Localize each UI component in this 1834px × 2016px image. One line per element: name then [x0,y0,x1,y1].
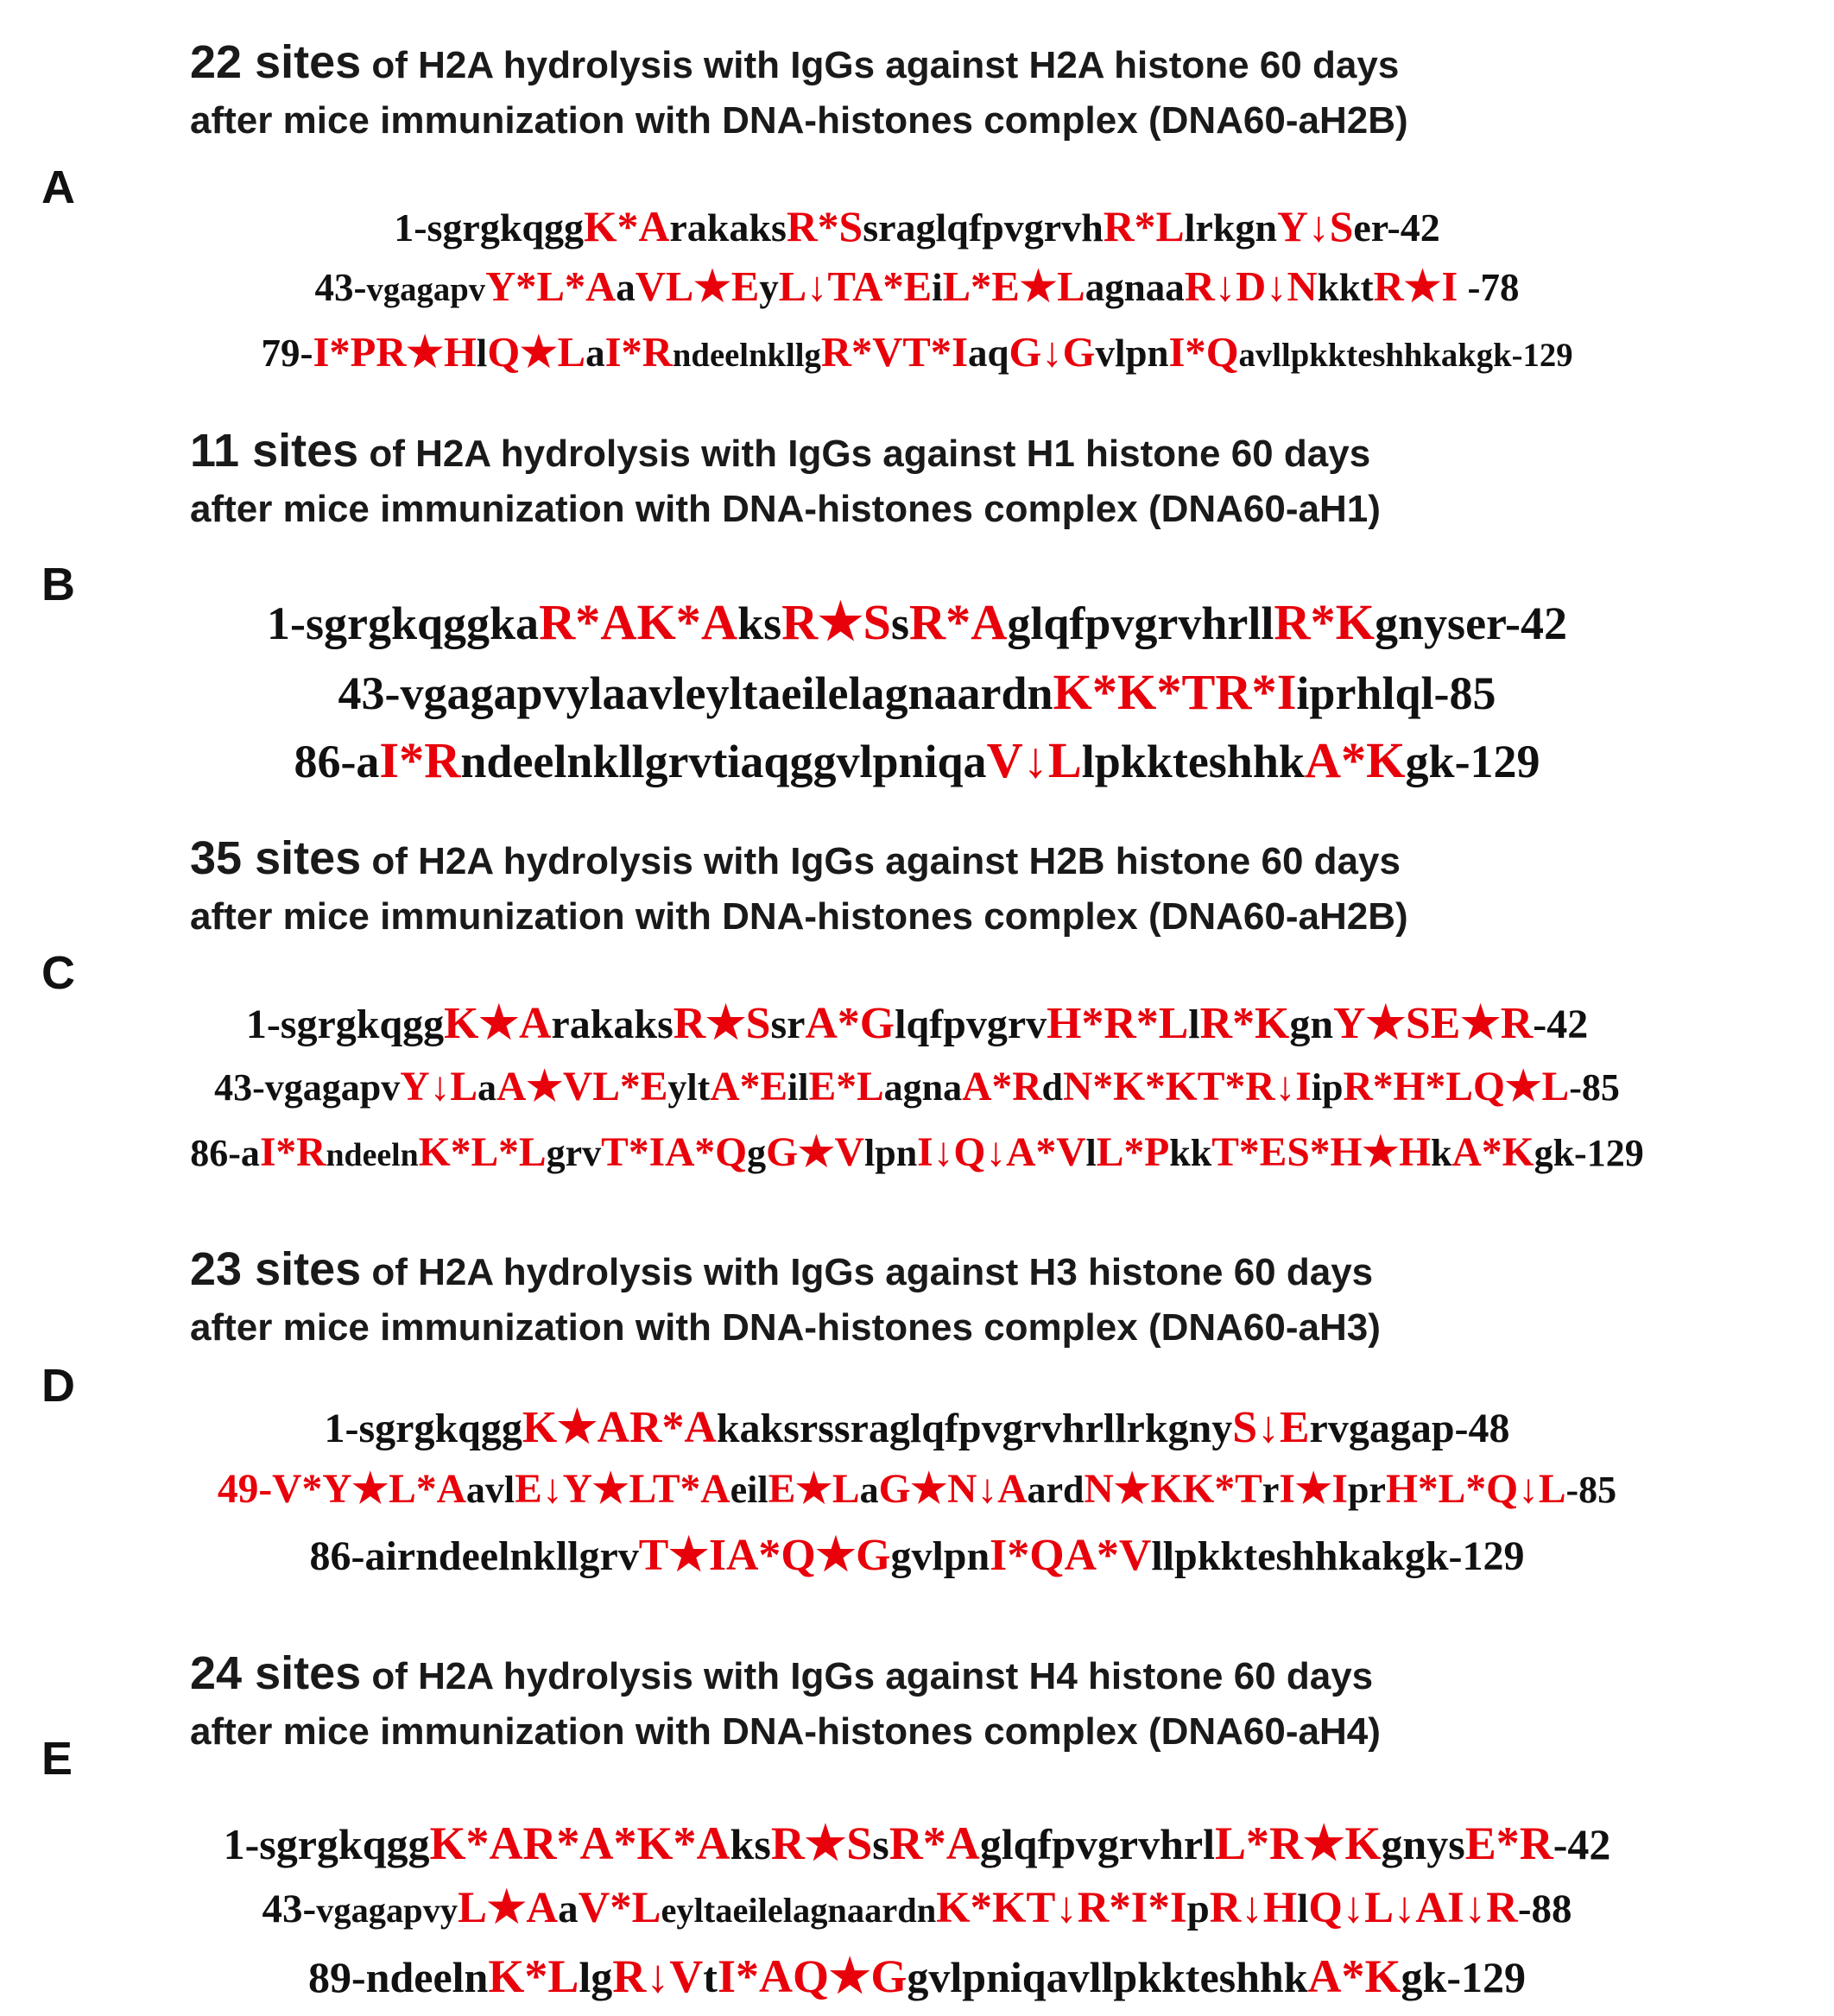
cleavage-site-segment: I★I [1279,1467,1348,1512]
cleavage-site-segment: VL★E [635,263,760,310]
cleavage-site-segment: I*R [379,732,461,788]
cleavage-site-segment: Y*L*A [485,263,617,310]
residue-segment: r [1262,1469,1280,1511]
residue-segment: kaksrssraglqfpvgrvhrllrkgny [716,1406,1233,1451]
panel-c-site-count: 35 sites [190,832,362,884]
cleavage-site-segment: K★AR*A [522,1403,717,1452]
cleavage-site-segment: K*K*TR*I [1053,664,1297,720]
cleavage-site-segment: H*L*Q↓L [1385,1467,1566,1512]
residue-segment: l [476,332,488,375]
cleavage-site-segment: A*K [1307,1950,1401,2002]
residue-segment: vlpn [1095,332,1169,375]
residue-segment: agnaa [1085,266,1185,309]
residue-segment: ks [730,1820,771,1868]
cleavage-site-segment: Y↓S [1277,203,1354,250]
cleavage-site-segment: Y★SE★R [1333,999,1534,1048]
cleavage-site-segment: N★KK*T [1084,1467,1262,1512]
cleavage-site-segment: R*A [908,594,1008,650]
cleavage-site-segment: Y↓L [400,1065,478,1109]
residue-segment: p [1186,1886,1210,1931]
cleavage-site-segment: R★S [673,999,771,1048]
residue-segment-small: eyltaeilelagnaardn [661,1891,937,1930]
cleavage-site-segment: I*R [259,1130,326,1175]
cleavage-site-segment: K*L [488,1950,579,2002]
residue-segment: gk-129 [1534,1132,1644,1174]
cleavage-site-segment: R★S [781,594,891,650]
cleavage-site-segment: I*AQ★G [717,1950,908,2002]
residue-segment: iprhlql-85 [1296,667,1496,719]
residue-segment: 86-a [190,1132,260,1174]
cleavage-site-segment: N*K*KT*R↓I [1063,1065,1312,1109]
residue-segment: -42 [1533,1002,1589,1047]
panel-e-label: E [41,1733,73,1785]
residue-segment-small: ndeeln [326,1137,419,1173]
panel-e-heading [190,1646,1813,1760]
residue-segment: il [787,1066,809,1109]
cleavage-site-segment: G★N↓A [878,1467,1028,1512]
cleavage-site-segment: R*S [786,203,863,250]
panel-c-seq-line-2 [0,1067,1834,1109]
residue-segment: s [872,1820,889,1868]
panel-d-heading [190,1242,1813,1356]
residue-segment-small: avllpkkteshhkakgk-129 [1238,338,1573,374]
panel-d-label: D [41,1360,75,1412]
residue-segment: s [890,597,909,649]
panel-b-heading [190,423,1813,537]
cleavage-site-segment: L*R★K [1214,1817,1382,1869]
residue-segment: pr [1347,1469,1386,1511]
residue-segment: 1-sgrgkqgg [394,205,584,250]
cleavage-site-segment: R★I [1373,263,1458,310]
residue-segment: l [1188,1002,1200,1047]
residue-segment: l [1085,1132,1097,1174]
cleavage-site-segment: R*K [1199,999,1290,1048]
cleavage-site-segment: R*H*LQ★L [1343,1065,1570,1109]
panel-a-heading [190,35,1813,149]
panel-a-title-line1: of H2A hydrolysis with IgGs against H2A histone 60 days [361,44,1400,86]
residue-segment: rakaks [669,205,787,250]
cleavage-site-segment: A★VL*E [496,1065,668,1109]
residue-segment: gn [1289,1002,1334,1047]
cleavage-site-segment: T*ES*H★H [1211,1130,1432,1175]
residue-segment: sr [770,1002,806,1047]
residue-segment: -85 [1569,1066,1620,1109]
residue-segment: 1-sgrgkqgg [245,1002,445,1047]
panel-c-title-line2: after mice immunization with DNA-histones complex (DNA60-aH2B) [190,895,1408,938]
residue-segment: eil [730,1469,768,1511]
cleavage-site-segment: A*G [805,999,895,1048]
cleavage-site-segment: I↓Q↓A*V [917,1130,1086,1175]
panel-e-seq-line-3 [0,1950,1834,2002]
cleavage-site-segment: T*IA*Q [601,1130,748,1175]
residue-segment: 43- [262,1886,317,1931]
residue-segment: i [932,266,943,309]
panel-e-seq-line-2 [0,1883,1834,1931]
cleavage-site-segment: Q↓L↓AI↓R [1308,1883,1518,1931]
residue-segment: -88 [1517,1886,1572,1931]
residue-segment: glqfpvgrvhrl [979,1820,1215,1868]
residue-segment: 86-airndeelnkllgrv [309,1533,639,1579]
cleavage-site-segment: 49-V*Y★L*A [217,1467,466,1512]
panel-b-title-line1: of H2A hydrolysis with IgGs against H1 histone 60 days [358,433,1371,475]
cleavage-site-segment: I*R [604,329,673,376]
cleavage-site-segment: G↓G [1009,329,1096,376]
cleavage-site-segment: G★V [766,1130,864,1175]
cleavage-site-segment: R★S [770,1817,873,1869]
cleavage-site-segment: I*Q [1168,329,1239,376]
residue-segment-small: vgagapv [366,272,486,308]
cleavage-site-segment: R↓H [1209,1883,1298,1931]
residue-segment: -85 [1565,1469,1617,1511]
residue-segment: 79- [261,332,313,375]
cleavage-site-segment: R↓D↓N [1184,263,1318,310]
panel-a-seq-line-2 [0,263,1834,310]
residue-segment: 43- [314,266,367,309]
panel-a-title-line2: after mice immunization with DNA-histones complex (DNA60-aH2B) [190,99,1408,142]
residue-segment: d [1041,1066,1064,1109]
residue-segment: gvlpn [890,1533,990,1579]
cleavage-site-segment: R*L [1103,203,1185,250]
cleavage-site-segment: S↓E [1232,1403,1310,1452]
residue-segment: 43-vgagapvylaavleyltaeilelagnaardn [338,667,1053,719]
residue-segment: k [1431,1132,1452,1174]
panel-e-title-line1: of H2A hydrolysis with IgGs against H4 histone 60 days [361,1655,1374,1697]
residue-segment: lg [579,1953,613,2001]
residue-segment: a [477,1066,497,1109]
cleavage-site-segment: K*A [584,203,670,250]
residue-segment: glqfpvgrvhrll [1007,597,1274,649]
cleavage-site-segment: E↓Y★LT*A [515,1467,730,1512]
panel-e-title-line2: after mice immunization with DNA-histones complex (DNA60-aH4) [190,1710,1381,1753]
cleavage-site-segment: A*R [962,1065,1042,1109]
panel-c-title-line1: of H2A hydrolysis with IgGs against H2B histone 60 days [361,840,1401,882]
panel-b-site-count: 11 sites [190,425,359,477]
cleavage-site-segment: E*R [1464,1817,1553,1869]
cleavage-site-segment: A*E [710,1065,788,1109]
panel-c-heading [190,831,1813,945]
residue-segment: gk-129 [1401,1953,1526,2001]
residue-segment: aq [968,332,1009,375]
panel-d-site-count: 23 sites [190,1243,362,1295]
panel-b-seq-line-1 [0,594,1834,650]
cleavage-site-segment: L*P [1096,1130,1170,1175]
panel-a-site-count: 22 sites [190,36,362,88]
cleavage-site-segment: V*L [578,1883,661,1931]
residue-segment: ndeelnkllgrvtiaqggvlpniqa [460,736,987,787]
panel-b-seq-line-3 [0,732,1834,788]
residue-segment: lpkkteshhk [1081,736,1305,787]
residue-segment: rakaks [551,1002,674,1047]
residue-segment: lpn [864,1132,918,1174]
panel-b-seq-line-2 [0,664,1834,720]
cleavage-site-segment: L★A [458,1883,559,1931]
residue-segment: er-42 [1353,205,1440,250]
residue-segment: 1-sgrgkqggka [267,597,540,649]
residue-segment: ks [737,597,782,649]
residue-segment: lrkgn [1184,205,1277,250]
cleavage-site-segment: K*L*L [418,1130,547,1175]
cleavage-site-segment: L↓TA*E [778,263,933,310]
panel-b-title-line2: after mice immunization with DNA-histones complex (DNA60-aH1) [190,488,1381,530]
residue-segment: gnys [1381,1820,1465,1868]
residue-segment: agna [883,1066,963,1109]
residue-segment: 89-ndeeln [308,1953,489,2001]
cleavage-site-segment: L*E★L [942,263,1085,310]
cleavage-site-segment: E*L [808,1065,884,1109]
cleavage-site-segment: I*QA*V [990,1531,1152,1580]
panel-d-title-line1: of H2A hydrolysis with IgGs against H3 histone 60 days [361,1251,1374,1293]
residue-segment: a [558,1886,579,1931]
residue-segment: gvlpniqavllpkkteshhk [907,1953,1308,2001]
cleavage-site-segment: V↓L [986,732,1082,788]
panel-d-seq-line-1 [0,1403,1834,1452]
residue-segment: 1-sgrgkqgg [324,1406,522,1451]
residue-segment: ard [1027,1469,1085,1511]
panel-d-seq-line-3 [0,1533,1834,1578]
cleavage-site-segment: K*KT↓R*I*I [936,1883,1187,1931]
residue-segment: g [747,1132,767,1174]
residue-segment: gnyser-42 [1375,597,1567,649]
residue-segment: a [616,266,636,309]
panel-e-seq-line-1 [0,1817,1834,1869]
residue-segment: a [859,1469,879,1511]
residue-segment: sraglqfpvgrvh [863,205,1104,250]
residue-segment: t [703,1953,718,2001]
panel-b-label: B [41,559,75,610]
residue-segment-small: vgagapvy [316,1891,458,1930]
residue-segment: l [1297,1886,1309,1931]
cleavage-site-segment: R*K [1274,594,1376,650]
residue-segment: y [759,266,779,309]
residue-segment: gk-129 [1405,736,1540,787]
panel-a-seq-line-3 [0,329,1834,376]
panel-e-site-count: 24 sites [190,1647,362,1699]
panel-a-seq-line-1 [0,205,1834,249]
cleavage-site-segment: R*AK*A [539,594,738,650]
residue-segment: kkt [1317,266,1374,309]
panel-d-title-line2: after mice immunization with DNA-histones complex (DNA60-aH3) [190,1306,1381,1349]
cleavage-site-segment: E★L [768,1467,860,1512]
residue-segment: 1-sgrgkqgg [223,1820,430,1868]
residue-segment: ylt [667,1066,711,1109]
cleavage-site-segment: A*K [1451,1130,1534,1175]
residue-segment: grv [546,1132,602,1174]
cleavage-site-segment: K★A [444,999,552,1048]
residue-segment: -42 [1553,1820,1611,1868]
residue-segment-small: ndeelnkllg [672,338,821,374]
residue-segment: lqfpvgrv [895,1002,1047,1047]
residue-segment: a [585,332,605,375]
panel-a-label: A [41,161,75,213]
cleavage-site-segment: R*A [889,1817,980,1869]
cleavage-site-segment: K*AR*A*K*A [429,1817,730,1869]
residue-segment: llpkkteshhkakgk-129 [1151,1533,1525,1579]
cleavage-site-segment: R*VT*I [820,329,969,376]
residue-segment: rvgagap-48 [1309,1406,1510,1451]
residue-segment: 86-a [294,736,380,787]
panel-c-seq-line-1 [0,999,1834,1048]
cleavage-site-segment: I*PR★H [313,329,477,376]
panel-d-seq-line-2 [0,1469,1834,1511]
panel-c-label: C [41,947,75,999]
residue-segment: -78 [1458,266,1520,309]
residue-segment: 43-vgagapv [214,1066,401,1109]
residue-segment: avl [465,1469,515,1511]
cleavage-site-segment: T★IA*Q★G [638,1531,891,1580]
cleavage-site-segment: R↓V [612,1950,704,2002]
residue-segment: kk [1169,1132,1212,1174]
cleavage-site-segment: A*K [1304,732,1406,788]
cleavage-site-segment: Q★L [487,329,586,376]
cleavage-site-segment: H*R*L [1047,999,1189,1048]
panel-c-seq-line-3 [0,1130,1834,1175]
residue-segment: ip [1311,1066,1344,1109]
